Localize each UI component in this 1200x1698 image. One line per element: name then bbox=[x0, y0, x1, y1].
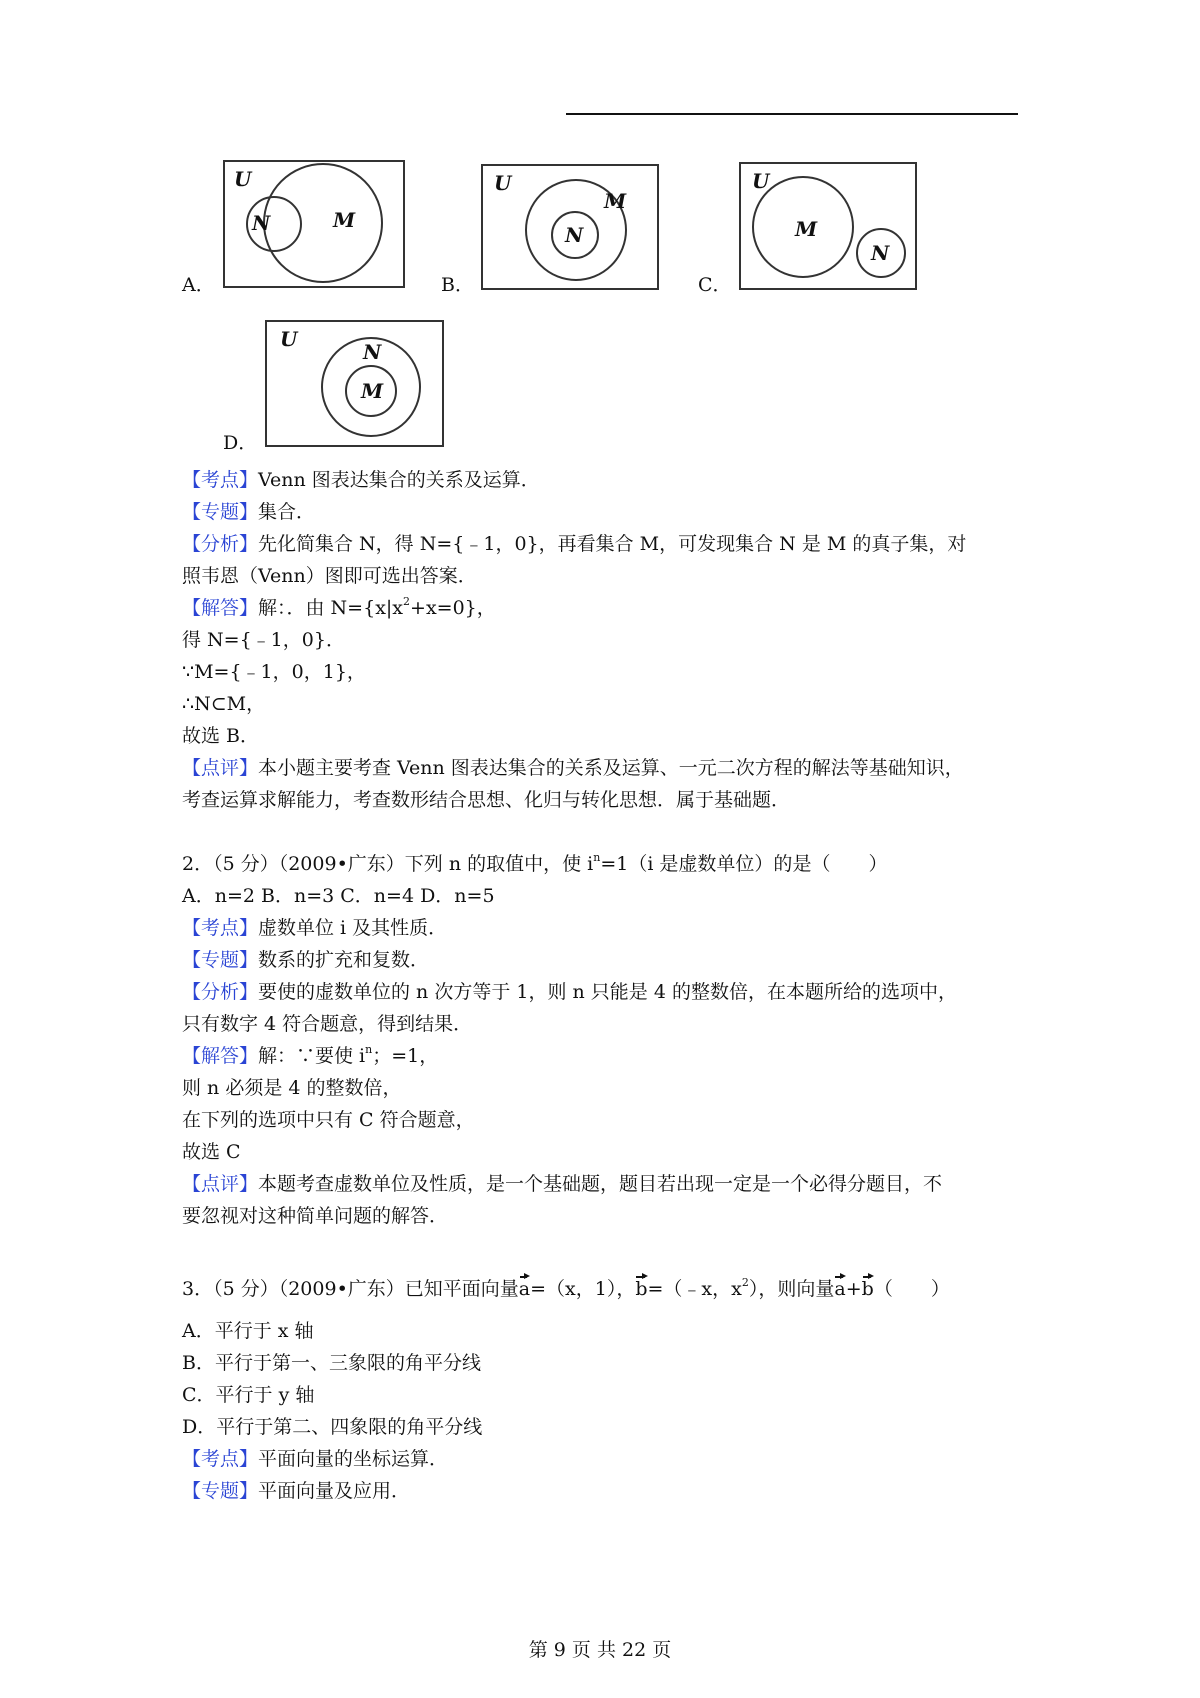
kaodian-text: 虚数单位 i 及其性质． bbox=[258, 917, 448, 939]
venn-diagram-d bbox=[265, 320, 444, 447]
superscript: 2 bbox=[741, 1275, 749, 1289]
q1-step-3: ∵M={﹣1，0，1}， bbox=[182, 661, 366, 683]
q2-kaodian bbox=[182, 917, 447, 939]
answer-blank-line bbox=[566, 113, 1018, 115]
q1-fenxi bbox=[182, 533, 966, 555]
kaodian-tag: 【考点】 bbox=[182, 917, 259, 939]
q2-fenxi-cont: 只有数字 4 符合题意，得到结果． bbox=[182, 1013, 473, 1035]
q2-fenxi bbox=[182, 981, 957, 1003]
superscript: n bbox=[365, 1042, 373, 1056]
kaodian-tag: 【考点】 bbox=[182, 469, 259, 491]
dianping-text: 本小题主要考查 Venn 图表达集合的关系及运算、一元二次方程的解法等基础知识， bbox=[258, 757, 964, 779]
zhuanti-text: 数系的扩充和复数． bbox=[258, 949, 430, 971]
q1-zhuanti bbox=[182, 501, 315, 523]
q3-option-b: B．平行于第一、三象限的角平分线 bbox=[182, 1352, 481, 1374]
jieda-tag: 【解答】 bbox=[182, 597, 259, 619]
q2-options: A．n=2 B．n=3 C．n=4 D．n=5 bbox=[182, 885, 495, 907]
set-n-label: N bbox=[565, 223, 584, 247]
q3-option-a: A．平行于 x 轴 bbox=[182, 1320, 314, 1342]
dianping-tag: 【点评】 bbox=[182, 757, 259, 779]
set-m-label: M bbox=[333, 208, 356, 232]
jieda-tag: 【解答】 bbox=[182, 1045, 259, 1067]
q1-dianping-cont: 考查运算求解能力，考查数形结合思想、化归与转化思想．属于基础题． bbox=[182, 789, 791, 811]
universe-label: U bbox=[752, 169, 770, 193]
set-m-label: M bbox=[361, 379, 384, 403]
zhuanti-tag: 【专题】 bbox=[182, 501, 259, 523]
q2-zhuanti bbox=[182, 949, 429, 971]
stem-text-end: =1（i 是虚数单位）的是（ ） bbox=[600, 853, 888, 875]
set-n-label: N bbox=[252, 211, 271, 235]
fenxi-text: 先化简集合 N，得 N={﹣1，0}，再看集合 M，可发现集合 N 是 M 的真子集，对 bbox=[258, 533, 967, 555]
plus-sign: + bbox=[845, 1278, 862, 1300]
set-n-label: N bbox=[363, 340, 382, 364]
set-m-label: M bbox=[795, 217, 818, 241]
zhuanti-text: 集合． bbox=[258, 501, 316, 523]
q2-stem bbox=[182, 850, 888, 875]
kaodian-text: Venn 图表达集合的关系及运算． bbox=[258, 469, 540, 491]
q1-jieda bbox=[182, 594, 496, 619]
superscript: n bbox=[593, 850, 601, 864]
kaodian-text: 平面向量的坐标运算． bbox=[258, 1448, 449, 1470]
set-m-label: M bbox=[604, 189, 627, 213]
kaodian-tag: 【考点】 bbox=[182, 1448, 259, 1470]
vector-b: b bbox=[635, 1278, 648, 1300]
venn-diagram-a bbox=[223, 160, 405, 288]
universe-label: U bbox=[234, 167, 252, 191]
venn-diagram-b bbox=[481, 164, 659, 290]
q2-step-2: 则 n 必须是 4 的整数倍， bbox=[182, 1077, 402, 1099]
option-c-label: C． bbox=[698, 274, 732, 296]
option-d-label: D． bbox=[223, 432, 258, 454]
set-m-circle bbox=[264, 164, 382, 282]
vector-a: a bbox=[518, 1278, 531, 1300]
zhuanti-tag: 【专题】 bbox=[182, 949, 259, 971]
q1-dianping bbox=[182, 757, 964, 779]
q1-step-5: 故选 B． bbox=[182, 725, 260, 747]
q2-dianping bbox=[182, 1173, 942, 1195]
q3-zhuanti bbox=[182, 1480, 410, 1502]
q3-stem bbox=[182, 1275, 950, 1300]
vector-a: a bbox=[834, 1278, 846, 1300]
q2-dianping-cont: 要忽视对这种简单问题的解答． bbox=[182, 1205, 449, 1227]
zhuanti-text: 平面向量及应用． bbox=[258, 1480, 411, 1502]
dianping-tag: 【点评】 bbox=[182, 1173, 259, 1195]
option-a-label: A． bbox=[182, 274, 215, 296]
jieda-text: 解：．由 N={x|x bbox=[258, 597, 404, 619]
jieda-text-end: ；=1， bbox=[372, 1045, 439, 1067]
zhuanti-tag: 【专题】 bbox=[182, 1480, 259, 1502]
superscript: 2 bbox=[403, 594, 411, 608]
universe-label: U bbox=[494, 171, 512, 195]
q3-option-c: C．平行于 y 轴 bbox=[182, 1384, 315, 1406]
q1-fenxi-cont: 照韦恩（Venn）图即可选出答案． bbox=[182, 565, 477, 587]
q1-step-2: 得 N={﹣1，0}． bbox=[182, 629, 345, 651]
dianping-text: 本题考查虚数单位及性质，是一个基础题，题目若出现一定是一个必得分题目，不 bbox=[258, 1173, 943, 1195]
stem-text: ），则向量 bbox=[748, 1278, 835, 1300]
vector-b: b bbox=[861, 1278, 874, 1300]
q2-step-3: 在下列的选项中只有 C 符合题意， bbox=[182, 1109, 475, 1131]
stem-text: =（x，1）， bbox=[530, 1278, 636, 1300]
q3-kaodian bbox=[182, 1448, 448, 1470]
fenxi-tag: 【分析】 bbox=[182, 533, 259, 555]
q2-jieda bbox=[182, 1042, 439, 1067]
page-number-footer: 第 9 页 共 22 页 bbox=[528, 1639, 672, 1661]
stem-text: 2．（5 分）（2009•广东）下列 n 的取值中，使 i bbox=[182, 853, 594, 875]
q3-option-d: D．平行于第二、四象限的角平分线 bbox=[182, 1416, 483, 1438]
venn-diagram-c bbox=[739, 162, 917, 290]
q1-step-4: ∴N⊂M， bbox=[182, 693, 266, 715]
q2-step-4: 故选 C bbox=[182, 1141, 241, 1163]
fenxi-text: 要使的虚数单位的 n 次方等于 1，则 n 只能是 4 的整数倍，在本题所给的选项中， bbox=[258, 981, 957, 1003]
stem-text: =（﹣x，x bbox=[647, 1278, 742, 1300]
stem-text-end: （ ） bbox=[873, 1278, 950, 1300]
fenxi-tag: 【分析】 bbox=[182, 981, 259, 1003]
jieda-text: 解：∵要使 i bbox=[258, 1045, 366, 1067]
universe-label: U bbox=[280, 327, 298, 351]
jieda-text-end: +x=0}， bbox=[410, 597, 496, 619]
q1-kaodian bbox=[182, 469, 540, 491]
set-n-label: N bbox=[871, 241, 890, 265]
stem-text: 3．（5 分）（2009•广东）已知平面向量 bbox=[182, 1278, 519, 1300]
option-b-label: B． bbox=[441, 274, 474, 296]
